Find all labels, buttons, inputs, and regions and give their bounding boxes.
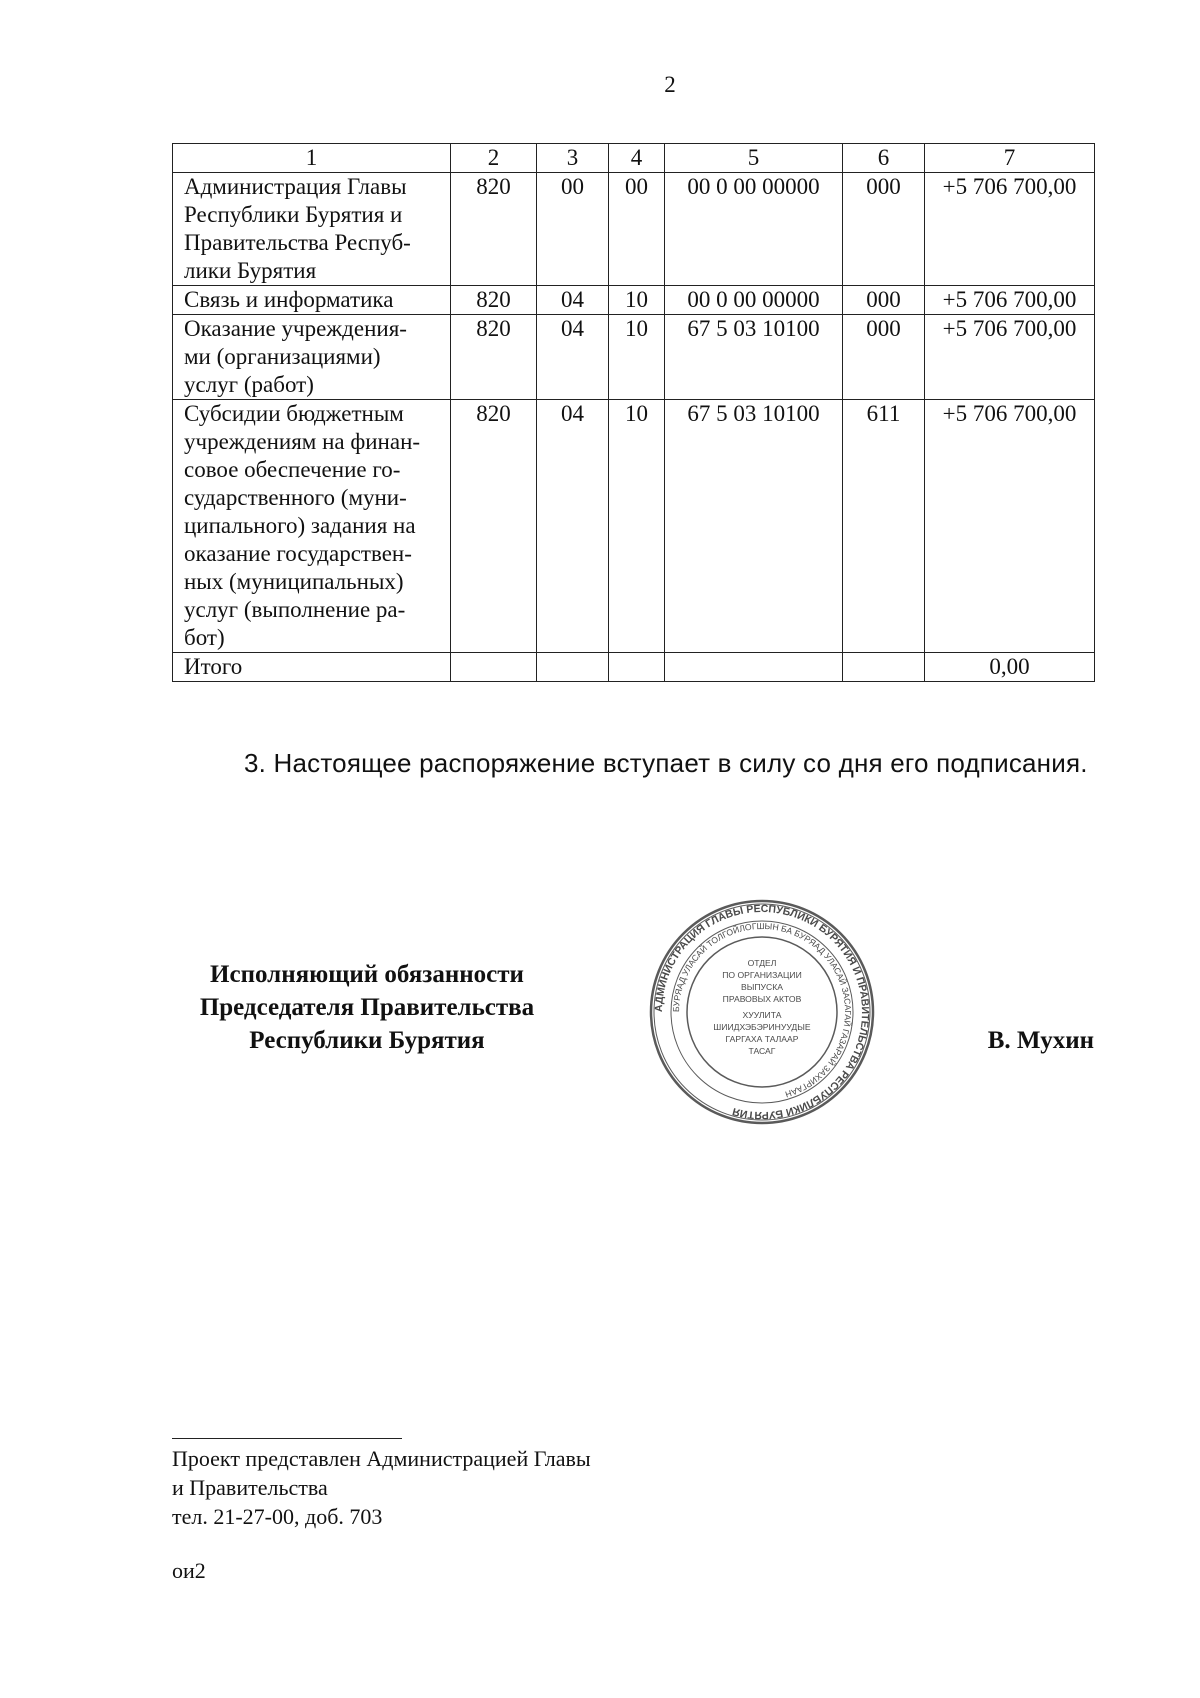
cell-total-amount: 0,00 [925, 653, 1095, 682]
signatory-title-line: Исполняющий обязанности [210, 961, 524, 988]
cell-target: 00 0 00 00000 [665, 173, 843, 286]
column-header: 4 [609, 144, 665, 173]
column-header: 6 [843, 144, 925, 173]
seal-center-line: ПО ОРГАНИЗАЦИИ [722, 970, 802, 980]
signatory-title [172, 958, 562, 1057]
table-row [173, 173, 1095, 286]
seal-center-line: ТАСАГ [748, 1046, 776, 1056]
seal-center-line: ОТДЕЛ [747, 958, 777, 968]
column-header: 5 [665, 144, 843, 173]
seal-center-line: ПРАВОВЫХ АКТОВ [722, 994, 802, 1004]
page-number: 2 [664, 72, 676, 97]
cell-section: 00 [537, 173, 609, 286]
row-name: Администрация Главы Республики Бурятия и Правительства Респуб- лики Бурятия [173, 173, 451, 286]
cell-code: 820 [451, 286, 537, 315]
cell-expense-type: 000 [843, 173, 925, 286]
cell-subsection: 10 [609, 315, 665, 400]
footnote [172, 1444, 772, 1531]
cell-subsection: 10 [609, 286, 665, 315]
cell-amount: +5 706 700,00 [925, 286, 1095, 315]
row-name: Связь и информатика [173, 286, 451, 315]
seal-center-line: ВЫПУСКА [741, 982, 783, 992]
cell-code: 820 [451, 400, 537, 653]
cell-target: 00 0 00 00000 [665, 286, 843, 315]
cell-expense-type: 000 [843, 315, 925, 400]
footnote-line: Проект представлен Администрацией Главы [172, 1446, 591, 1471]
table-header-row [173, 144, 1095, 173]
cell-expense-type: 611 [843, 400, 925, 653]
cell-subsection: 00 [609, 173, 665, 286]
cell-subsection [609, 653, 665, 682]
cell-amount: +5 706 700,00 [925, 400, 1095, 653]
cell-section [537, 653, 609, 682]
seal-outer-text: АДМИНИСТРАЦИЯ ГЛАВЫ РЕСПУБЛИКИ БУРЯТИЯ И ПРАВИТЕЛЬСТВА РЕСПУБЛИКИ БУРЯТИЯ [652, 902, 872, 1122]
table-row [173, 286, 1095, 315]
footnote-line: и Правительства [172, 1475, 328, 1500]
table-total-row [173, 653, 1095, 682]
seal-inner-text: БУРЯАД УЛАСАЙ ТОЛГОЙЛОГШЫН БА БУРЯАД УЛАСАЙ ЗАСАГАЙ ГАЗАРАЙ ЗАХИРГААН [670, 920, 854, 1100]
cell-section: 04 [537, 400, 609, 653]
cell-code: 820 [451, 315, 537, 400]
column-header: 2 [451, 144, 537, 173]
seal-center-line: ХУУЛИТА [742, 1010, 782, 1020]
column-header: 3 [537, 144, 609, 173]
row-name: Оказание учреждения- ми (организациями) услуг (работ) [173, 315, 451, 400]
budget-table [172, 143, 1095, 682]
cell-code: 820 [451, 173, 537, 286]
cell-amount: +5 706 700,00 [925, 315, 1095, 400]
signatory-title-line: Республики Бурятия [249, 1027, 485, 1054]
cell-amount: +5 706 700,00 [925, 173, 1095, 286]
signatory-name: В. Мухин [987, 1027, 1094, 1054]
table-row [173, 400, 1095, 653]
cell-section: 04 [537, 315, 609, 400]
cell-subsection: 10 [609, 400, 665, 653]
cell-code [451, 653, 537, 682]
signatory-title-line: Председателя Правительства [199, 994, 535, 1021]
cell-expense-type: 000 [843, 286, 925, 315]
clause-3: 3. Настоящее распоряжение вступает в силу со дня его подписания. [244, 748, 1088, 778]
table-row [173, 315, 1095, 400]
footnote-line: тел. 21-27-00, доб. 703 [172, 1504, 383, 1529]
cell-target: 67 5 03 10100 [665, 400, 843, 653]
official-seal-icon [648, 898, 876, 1126]
seal-center-line: ГАРГАХА ТАЛААР [725, 1034, 799, 1044]
cell-target [665, 653, 843, 682]
seal-center-line: ШИИДХЭБЭРИНУУДЫЕ [713, 1022, 811, 1032]
column-header: 7 [925, 144, 1095, 173]
row-name: Итого [173, 653, 451, 682]
document-code: ои2 [172, 1558, 206, 1583]
footnote-divider [172, 1438, 402, 1439]
cell-expense-type [843, 653, 925, 682]
column-header: 1 [173, 144, 451, 173]
cell-target: 67 5 03 10100 [665, 315, 843, 400]
cell-section: 04 [537, 286, 609, 315]
row-name: Субсидии бюджетным учреждениям на финан- совое обеспечение го- сударственного (муни- ципального) задания на оказание государствен- ных (муниципальных) услуг (выполнение ра- бот) [173, 400, 451, 653]
